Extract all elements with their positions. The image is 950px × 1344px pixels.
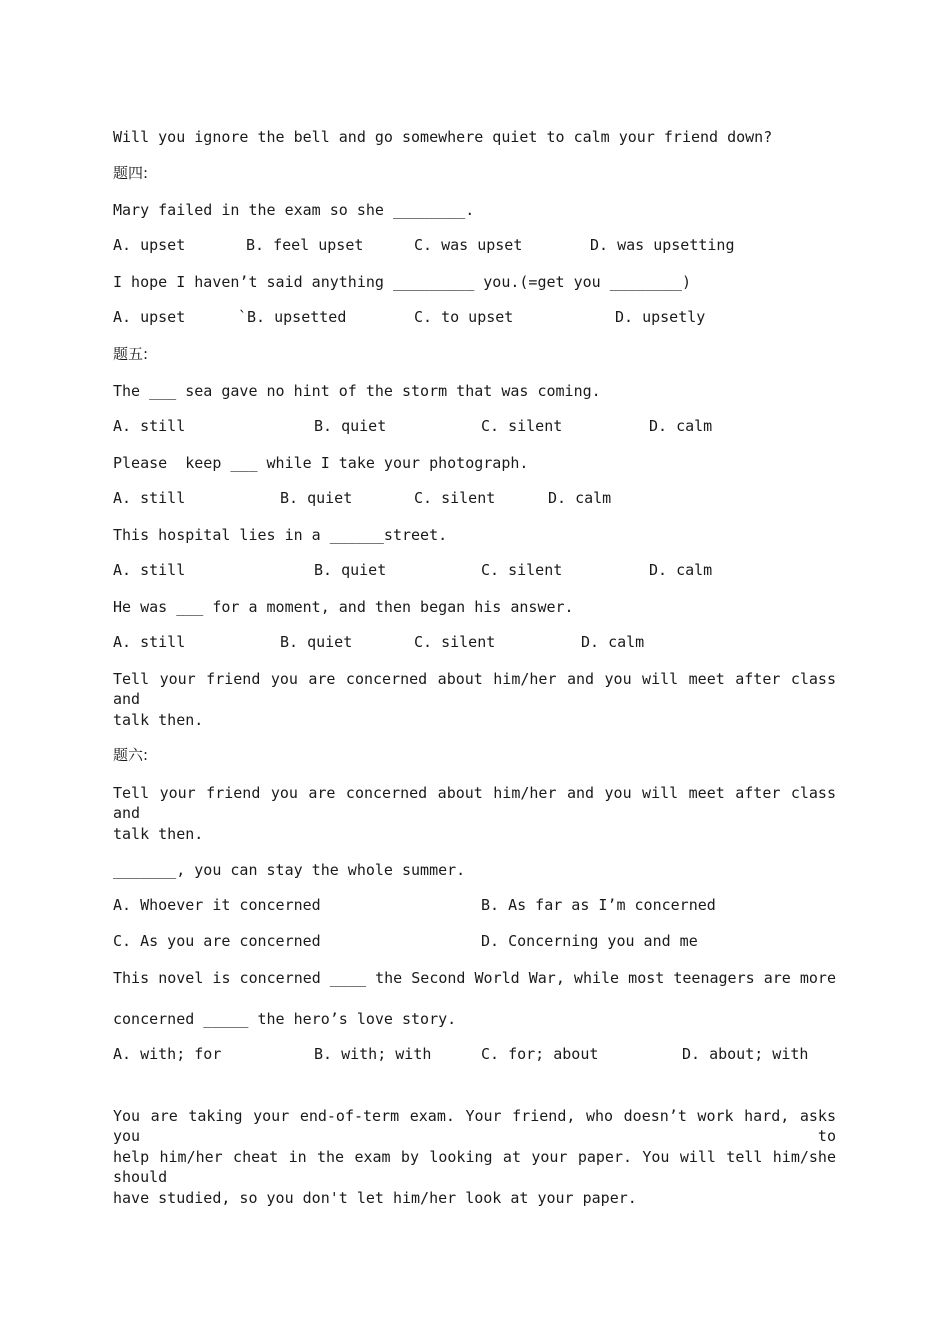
option-a: A. with; for bbox=[113, 1045, 222, 1063]
paragraph-concern-1: Tell your friend you are concerned about him/her and you will meet after class and bbox=[113, 670, 836, 708]
option-a: A. upset bbox=[113, 308, 186, 326]
option-a: A. Whoever it concerned bbox=[113, 896, 321, 914]
option-d: D. calm bbox=[649, 561, 713, 579]
question-4a: Mary failed in the exam so she ________. bbox=[113, 201, 475, 219]
option-d: D. upsetly bbox=[615, 308, 706, 326]
question-5d: He was ___ for a moment, and then began his answer. bbox=[113, 598, 574, 616]
paragraph-exam-2: help him/her cheat in the exam by looking at your paper. You will tell him/she should bbox=[113, 1148, 836, 1186]
section-heading-5: 题五: bbox=[113, 345, 149, 363]
paragraph-concern-2-end: talk then. bbox=[113, 825, 204, 843]
option-d: D. was upsetting bbox=[590, 236, 735, 254]
question-6b: This novel is concerned ____ the Second World War, while most teenagers are more bbox=[113, 969, 836, 987]
option-d: D. Concerning you and me bbox=[481, 932, 698, 950]
option-a: A. still bbox=[113, 561, 186, 579]
option-b: B. feel upset bbox=[246, 236, 364, 254]
option-b: B. quiet bbox=[314, 417, 387, 435]
question-6b-end: concerned _____ the hero’s love story. bbox=[113, 1010, 457, 1028]
option-b: `B. upsetted bbox=[238, 308, 347, 326]
question-5c: This hospital lies in a ______street. bbox=[113, 526, 448, 544]
option-d: D. calm bbox=[548, 489, 612, 507]
option-b: B. quiet bbox=[280, 489, 353, 507]
option-c: C. silent bbox=[481, 561, 563, 579]
option-a: A. still bbox=[113, 633, 186, 651]
option-c: C. to upset bbox=[414, 308, 514, 326]
question-6a: _______, you can stay the whole summer. bbox=[113, 861, 466, 879]
sentence-calm-friend: Will you ignore the bell and go somewhere quiet to calm your friend down? bbox=[113, 128, 773, 146]
option-c: C. silent bbox=[414, 489, 496, 507]
section-heading-6: 题六: bbox=[113, 746, 149, 764]
section-heading-4: 题四: bbox=[113, 164, 149, 182]
paragraph-exam-1: You are taking your end-of-term exam. Your friend, who doesn’t work hard, asks you to bbox=[113, 1107, 836, 1145]
question-5b: Please keep ___ while I take your photograph. bbox=[113, 454, 529, 472]
paragraph-exam-3: have studied, so you don't let him/her look at your paper. bbox=[113, 1189, 637, 1207]
option-d: D. about; with bbox=[682, 1045, 809, 1063]
option-d: D. calm bbox=[581, 633, 645, 651]
option-b: B. with; with bbox=[314, 1045, 432, 1063]
question-5a: The ___ sea gave no hint of the storm that was coming. bbox=[113, 382, 601, 400]
option-c: C. silent bbox=[414, 633, 496, 651]
option-b: B. quiet bbox=[280, 633, 353, 651]
option-b: B. As far as I’m concerned bbox=[481, 896, 716, 914]
option-a: A. still bbox=[113, 489, 186, 507]
option-c: C. was upset bbox=[414, 236, 523, 254]
option-a: A. upset bbox=[113, 236, 186, 254]
option-c: C. As you are concerned bbox=[113, 932, 321, 950]
option-d: D. calm bbox=[649, 417, 713, 435]
paragraph-concern-2: Tell your friend you are concerned about him/her and you will meet after class and bbox=[113, 784, 836, 822]
option-b: B. quiet bbox=[314, 561, 387, 579]
option-a: A. still bbox=[113, 417, 186, 435]
option-c: C. for; about bbox=[481, 1045, 599, 1063]
paragraph-concern-1-end: talk then. bbox=[113, 711, 204, 729]
option-c: C. silent bbox=[481, 417, 563, 435]
question-4b: I hope I haven’t said anything _________ you.(=get you ________) bbox=[113, 273, 691, 291]
